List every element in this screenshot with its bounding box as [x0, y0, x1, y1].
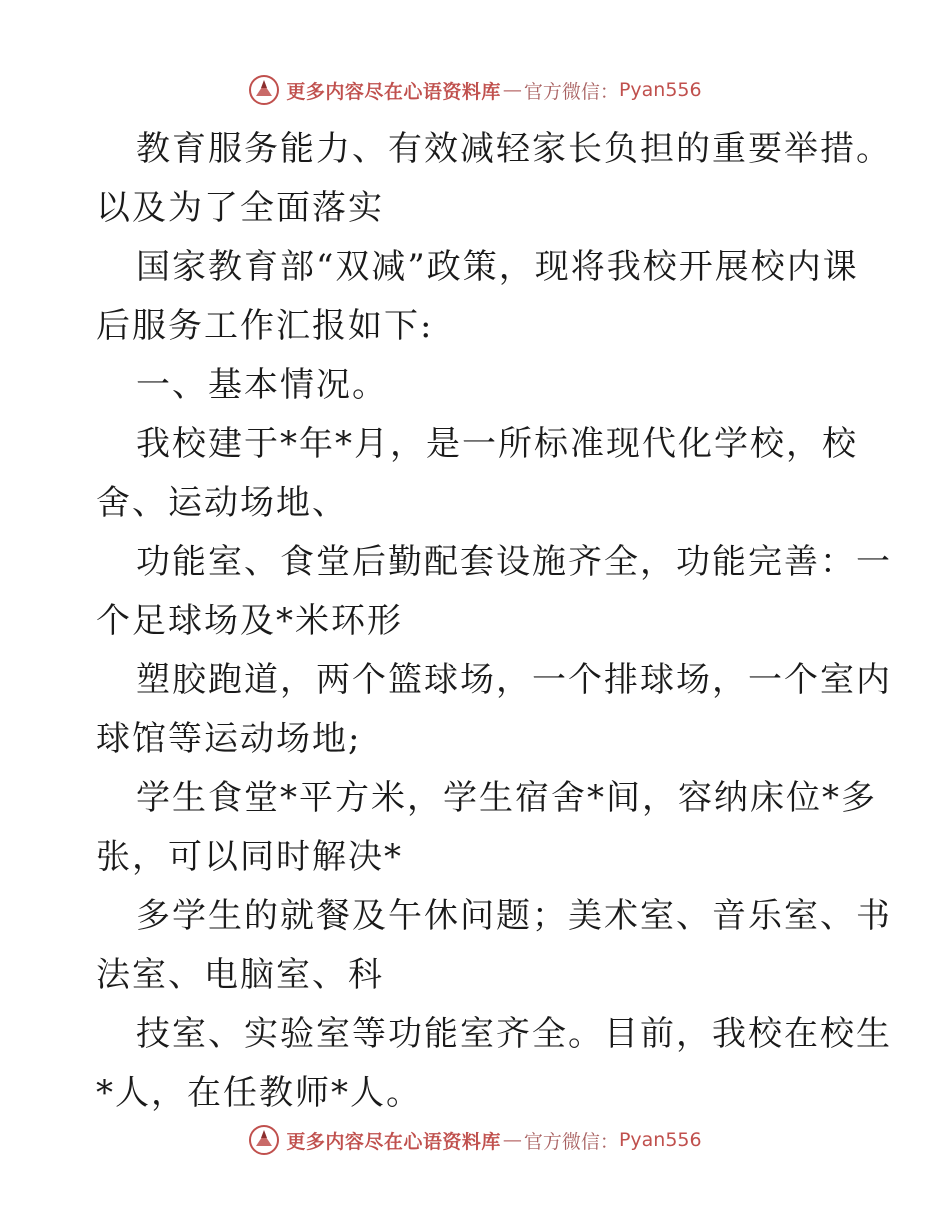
book-quill-logo-icon [248, 1124, 280, 1156]
book-quill-logo-icon [248, 74, 280, 106]
header-banner-wechat-label: 官方微信： [523, 80, 619, 103]
body-line: 功能室、食堂后勤配套设施齐全，功能完善：一 [136, 542, 892, 582]
footer-banner-main: 更多内容尽在心语资料库 [286, 1130, 501, 1153]
document-body [96, 120, 892, 1123]
body-line: 后服务工作汇报如下: [96, 306, 434, 346]
body-line: 个足球场及*米环形 [96, 601, 403, 641]
header-banner-main: 更多内容尽在心语资料库 [286, 80, 501, 103]
body-line: 球馆等运动场地; [96, 719, 362, 759]
section-heading: 一、基本情况。 [136, 365, 388, 405]
body-line: 舍、运动场地、 [96, 483, 348, 523]
body-line: 学生食堂*平方米，学生宿舍*间，容纳床位*多 [136, 778, 877, 818]
header-banner [0, 70, 950, 110]
footer-banner-wechat-label: 官方微信： [523, 1130, 619, 1153]
body-line: 张，可以同时解决* [96, 837, 403, 877]
body-line: 多学生的就餐及午休问题；美术室、音乐室、书 [136, 896, 892, 936]
body-line: *人，在任教师*人。 [96, 1073, 422, 1113]
body-line: 塑胶跑道，两个篮球场，一个排球场，一个室内 [136, 660, 892, 700]
body-line: 以及为了全面落实 [96, 188, 384, 228]
body-line: 国家教育部“双减”政策，现将我校开展校内课 [136, 247, 859, 287]
footer-banner-wechat-id: Pyan556 [618, 1129, 702, 1151]
footer-banner [0, 1120, 950, 1160]
header-banner-wechat-id: Pyan556 [618, 79, 702, 101]
footer-banner-separator: — [502, 1129, 522, 1151]
body-line: 法室、电脑室、科 [96, 955, 384, 995]
header-banner-separator: — [502, 79, 522, 101]
body-line: 技室、实验室等功能室齐全。目前，我校在校生 [136, 1014, 892, 1054]
body-line: 我校建于*年*月，是一所标准现代化学校，校 [136, 424, 858, 464]
body-line: 教育服务能力、有效减轻家长负担的重要举措。 [136, 129, 892, 169]
